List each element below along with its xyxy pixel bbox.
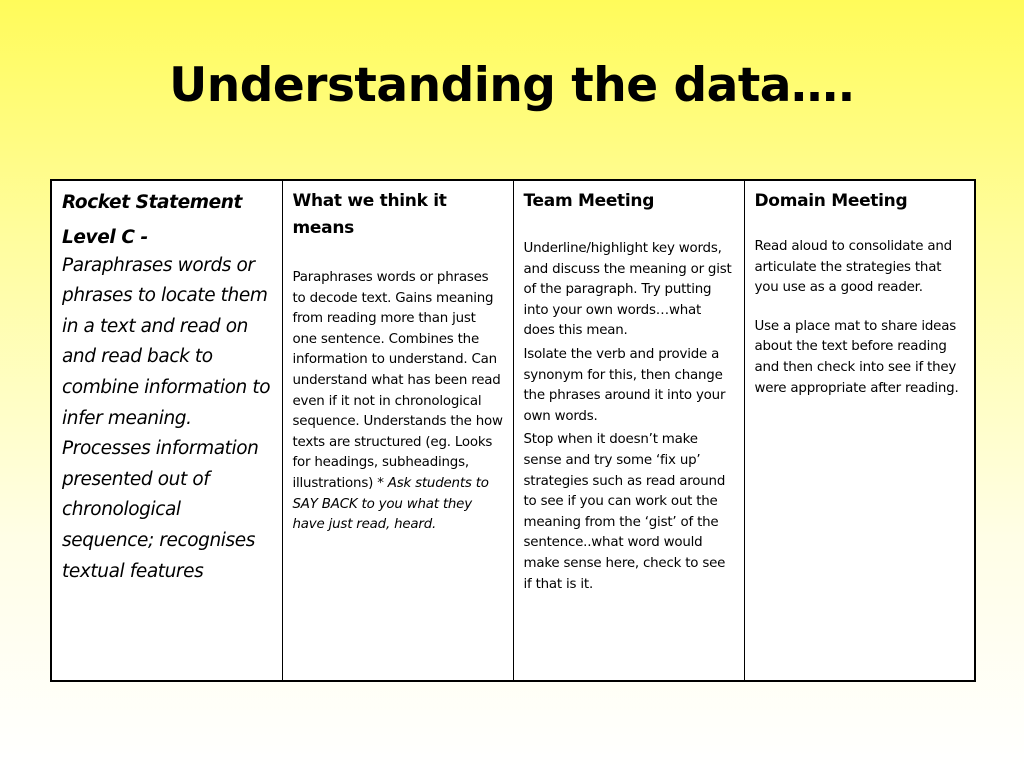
team-meeting-cell: [513, 180, 744, 681]
team-meeting-paragraph: Stop when it doesn’t make sense and try some ‘fix up’ strategies such as read around to see if you can work out the meaning from the ‘gist’ of the sentence..what word would make sense here, check to see if that is it.: [523, 432, 726, 592]
rocket-statement-cell: [51, 180, 282, 681]
team-meeting-paragraph: Underline/highlight key words, and discuss the meaning or gist of the paragraph. Try putting into your own words…what does this mean.: [523, 241, 732, 339]
level-label: Level C -: [62, 226, 148, 248]
domain-meeting-paragraph: Use a place mat to share ideas about the text before reading and then check into see if they were appropriate after reading.: [754, 318, 959, 396]
meaning-note: * Ask students to SAY BACK to you what they have just read, heard.: [292, 475, 489, 533]
domain-meeting-paragraph: Read aloud to consolidate and articulate the strategies that you use as a good reader.: [754, 239, 952, 296]
meaning-cell: [282, 180, 513, 681]
data-table: [50, 179, 976, 682]
meaning-body: Paraphrases words or phrases to decode text. Gains meaning from reading more than just one sentence. Combines the information to understand. Can understand what has been read even if it not in chronological sequence. Understands the how texts are structured (eg. Looks for headings, subheadings, illustrations): [292, 270, 503, 491]
rocket-statement-heading: Rocket Statement: [62, 192, 242, 213]
meaning-text: [293, 268, 504, 536]
team-meeting-paragraph: Isolate the verb and provide a synonym for this, then change the phrases around it into your own words.: [523, 346, 726, 424]
slide-title: Understanding the data….: [169, 58, 855, 113]
domain-meeting-heading: Domain Meeting: [754, 191, 908, 211]
domain-meeting-cell: [744, 180, 975, 681]
meaning-heading: What we think it means: [292, 191, 447, 238]
table-row: [51, 180, 975, 681]
rocket-statement-text: Paraphrases words or phrases to locate them in a text and read on and read back to combine information to infer meaning. Processes information presented out of chronological sequence; recognises textual features: [62, 254, 271, 582]
team-meeting-heading: Team Meeting: [523, 191, 655, 211]
